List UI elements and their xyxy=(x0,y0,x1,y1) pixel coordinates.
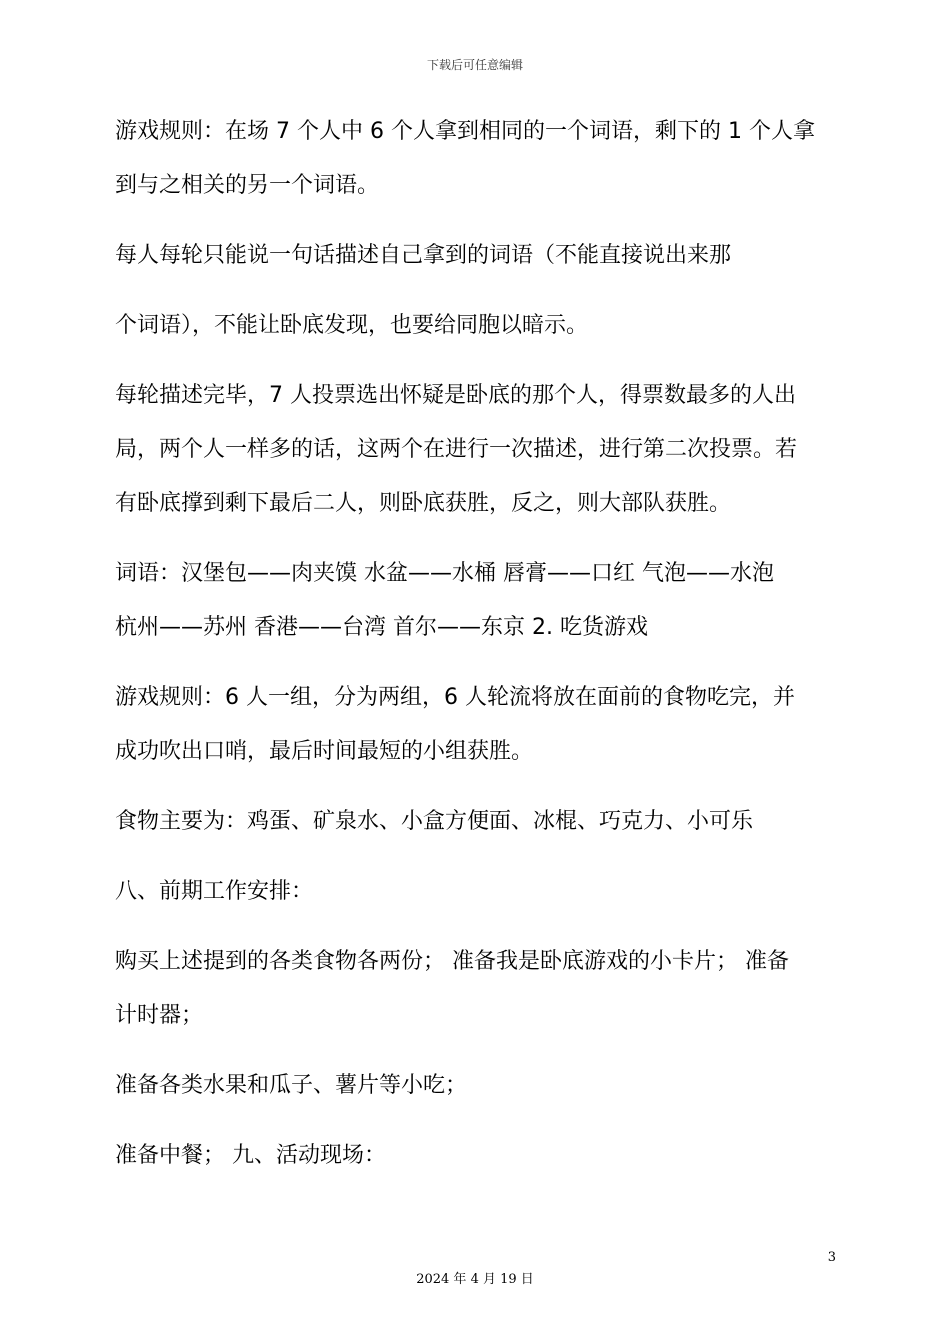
text-line: 食物主要为：鸡蛋、矿泉水、小盒方便面、冰棍、巧克力、小可乐 xyxy=(115,809,754,834)
text-line: 成功吹出口哨，最后时间最短的小组获胜。 xyxy=(115,739,534,764)
text-line: 准备各类水果和瓜子、薯片等小吃； xyxy=(115,1073,468,1098)
text-line: 计时器； xyxy=(115,1003,204,1028)
text-line: 游戏规则：在场 7 个人中 6 个人拿到相同的一个词语，剩下的 1 个人拿 xyxy=(115,119,815,144)
text-line: 词语：汉堡包——肉夹馍 水盆——水桶 唇膏——口红 气泡——水泡 xyxy=(115,561,774,586)
text-line: 局，两个人一样多的话，这两个在进行一次描述，进行第二次投票。若 xyxy=(115,437,798,462)
page-header: 下载后可任意编辑 xyxy=(426,58,523,72)
footer-date: 2024 年 4 月 19 日 xyxy=(416,1272,534,1287)
text-line: 购买上述提到的各类食物各两份； 准备我是卧底游戏的小卡片； 准备 xyxy=(115,949,789,974)
text-line: 到与之相关的另一个词语。 xyxy=(115,173,380,198)
text-line: 个词语），不能让卧底发现，也要给同胞以暗示。 xyxy=(115,313,589,338)
text-line: 杭州——苏州 香港——台湾 首尔——东京 2. 吃货游戏 xyxy=(115,615,648,640)
text-line: 准备中餐； 九、活动现场： xyxy=(115,1143,386,1168)
text-line: 每轮描述完毕，7 人投票选出怀疑是卧底的那个人，得票数最多的人出 xyxy=(115,383,796,408)
text-line: 每人每轮只能说一句话描述自己拿到的词语（不能直接说出来那 xyxy=(115,243,732,268)
page-number: 3 xyxy=(827,1250,836,1265)
text-line: 游戏规则：6 人一组，分为两组，6 人轮流将放在面前的食物吃完，并 xyxy=(115,685,795,710)
text-line: 有卧底撑到剩下最后二人，则卧底获胜，反之，则大部队获胜。 xyxy=(115,491,732,516)
text-line: 八、前期工作安排： xyxy=(115,879,314,904)
